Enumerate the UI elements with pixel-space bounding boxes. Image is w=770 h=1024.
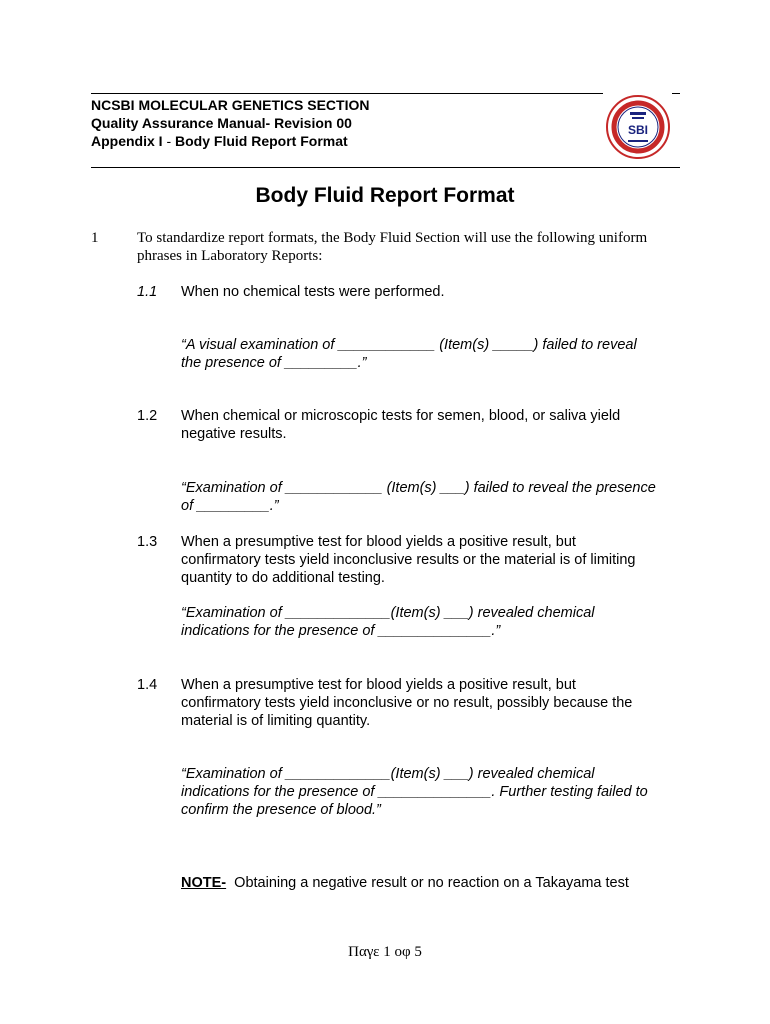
- item-text-line-3: material is of limiting quantity.: [181, 713, 371, 729]
- item-text-line-1: When a presumptive test for blood yields a positive result, but: [181, 677, 576, 693]
- item-number: 1.2: [137, 408, 158, 424]
- item-text-line-2: confirmatory tests yield inconclusive or no result, possibly because the: [181, 695, 633, 711]
- item-quote-line-1: “Examination of _____________(Item(s) ___) revealed chemical: [181, 605, 595, 621]
- section-text-line-1: To standardize report formats, the Body Fluid Section will use the following uniform: [137, 230, 648, 246]
- page-number-footer: Παγε 1 οφ 5: [348, 944, 422, 960]
- item-quote-line-1: “Examination of ____________ (Item(s) ___) failed to reveal the presence: [181, 480, 656, 496]
- seal-text: SBI: [627, 123, 649, 137]
- item-text: When no chemical tests were performed.: [181, 284, 445, 300]
- header-bottom-rule: [91, 167, 680, 168]
- header-line-3: [91, 132, 348, 150]
- item-text-line-1: When chemical or microscopic tests for semen, blood, or saliva yield: [181, 408, 621, 424]
- header-separator: -: [162, 133, 176, 149]
- item-quote-line-1: “A visual examination of ____________ (Item(s) _____) failed to reveal: [181, 337, 637, 353]
- section-text-line-2: phrases in Laboratory Reports:: [137, 248, 323, 264]
- page-title: Body Fluid Report Format: [255, 184, 515, 207]
- item-quote-line-2: indications for the presence of ______________.”: [181, 623, 501, 639]
- header-line-2: Quality Assurance Manual- Revision 00: [91, 115, 352, 131]
- section-number: 1: [91, 230, 99, 246]
- item-text-line-1: When a presumptive test for blood yields a positive result, but: [181, 534, 576, 550]
- item-number: 1.3: [137, 534, 158, 550]
- sbi-seal-logo: [606, 95, 670, 159]
- header-appendix: Appendix I: [91, 133, 163, 149]
- item-quote-line-1: “Examination of _____________(Item(s) ___) revealed chemical: [181, 766, 595, 782]
- note-text: Obtaining a negative result or no reaction on a Takayama test: [226, 875, 629, 891]
- item-number: 1.1: [137, 284, 158, 300]
- item-quote-line-2: of _________.”: [181, 498, 279, 514]
- item-quote-line-2: indications for the presence of ______________. Further testing failed to: [181, 784, 648, 800]
- item-quote-line-3: confirm the presence of blood.”: [181, 802, 381, 818]
- item-quote-line-2: the presence of _________.”: [181, 355, 367, 371]
- header-top-rule-right: [672, 93, 680, 94]
- item-text-line-2: negative results.: [181, 426, 287, 442]
- header-appendix-title: Body Fluid Report Format: [175, 133, 348, 149]
- note: [181, 874, 681, 892]
- item-text-line-2: confirmatory tests yield inconclusive results or the material is of limiting: [181, 552, 636, 568]
- item-text-line-3: quantity to do additional testing.: [181, 570, 385, 586]
- item-number: 1.4: [137, 677, 158, 693]
- header-top-rule: [91, 93, 603, 94]
- header-line-1: NCSBI MOLECULAR GENETICS SECTION: [91, 97, 370, 113]
- note-label: NOTE-: [181, 875, 227, 891]
